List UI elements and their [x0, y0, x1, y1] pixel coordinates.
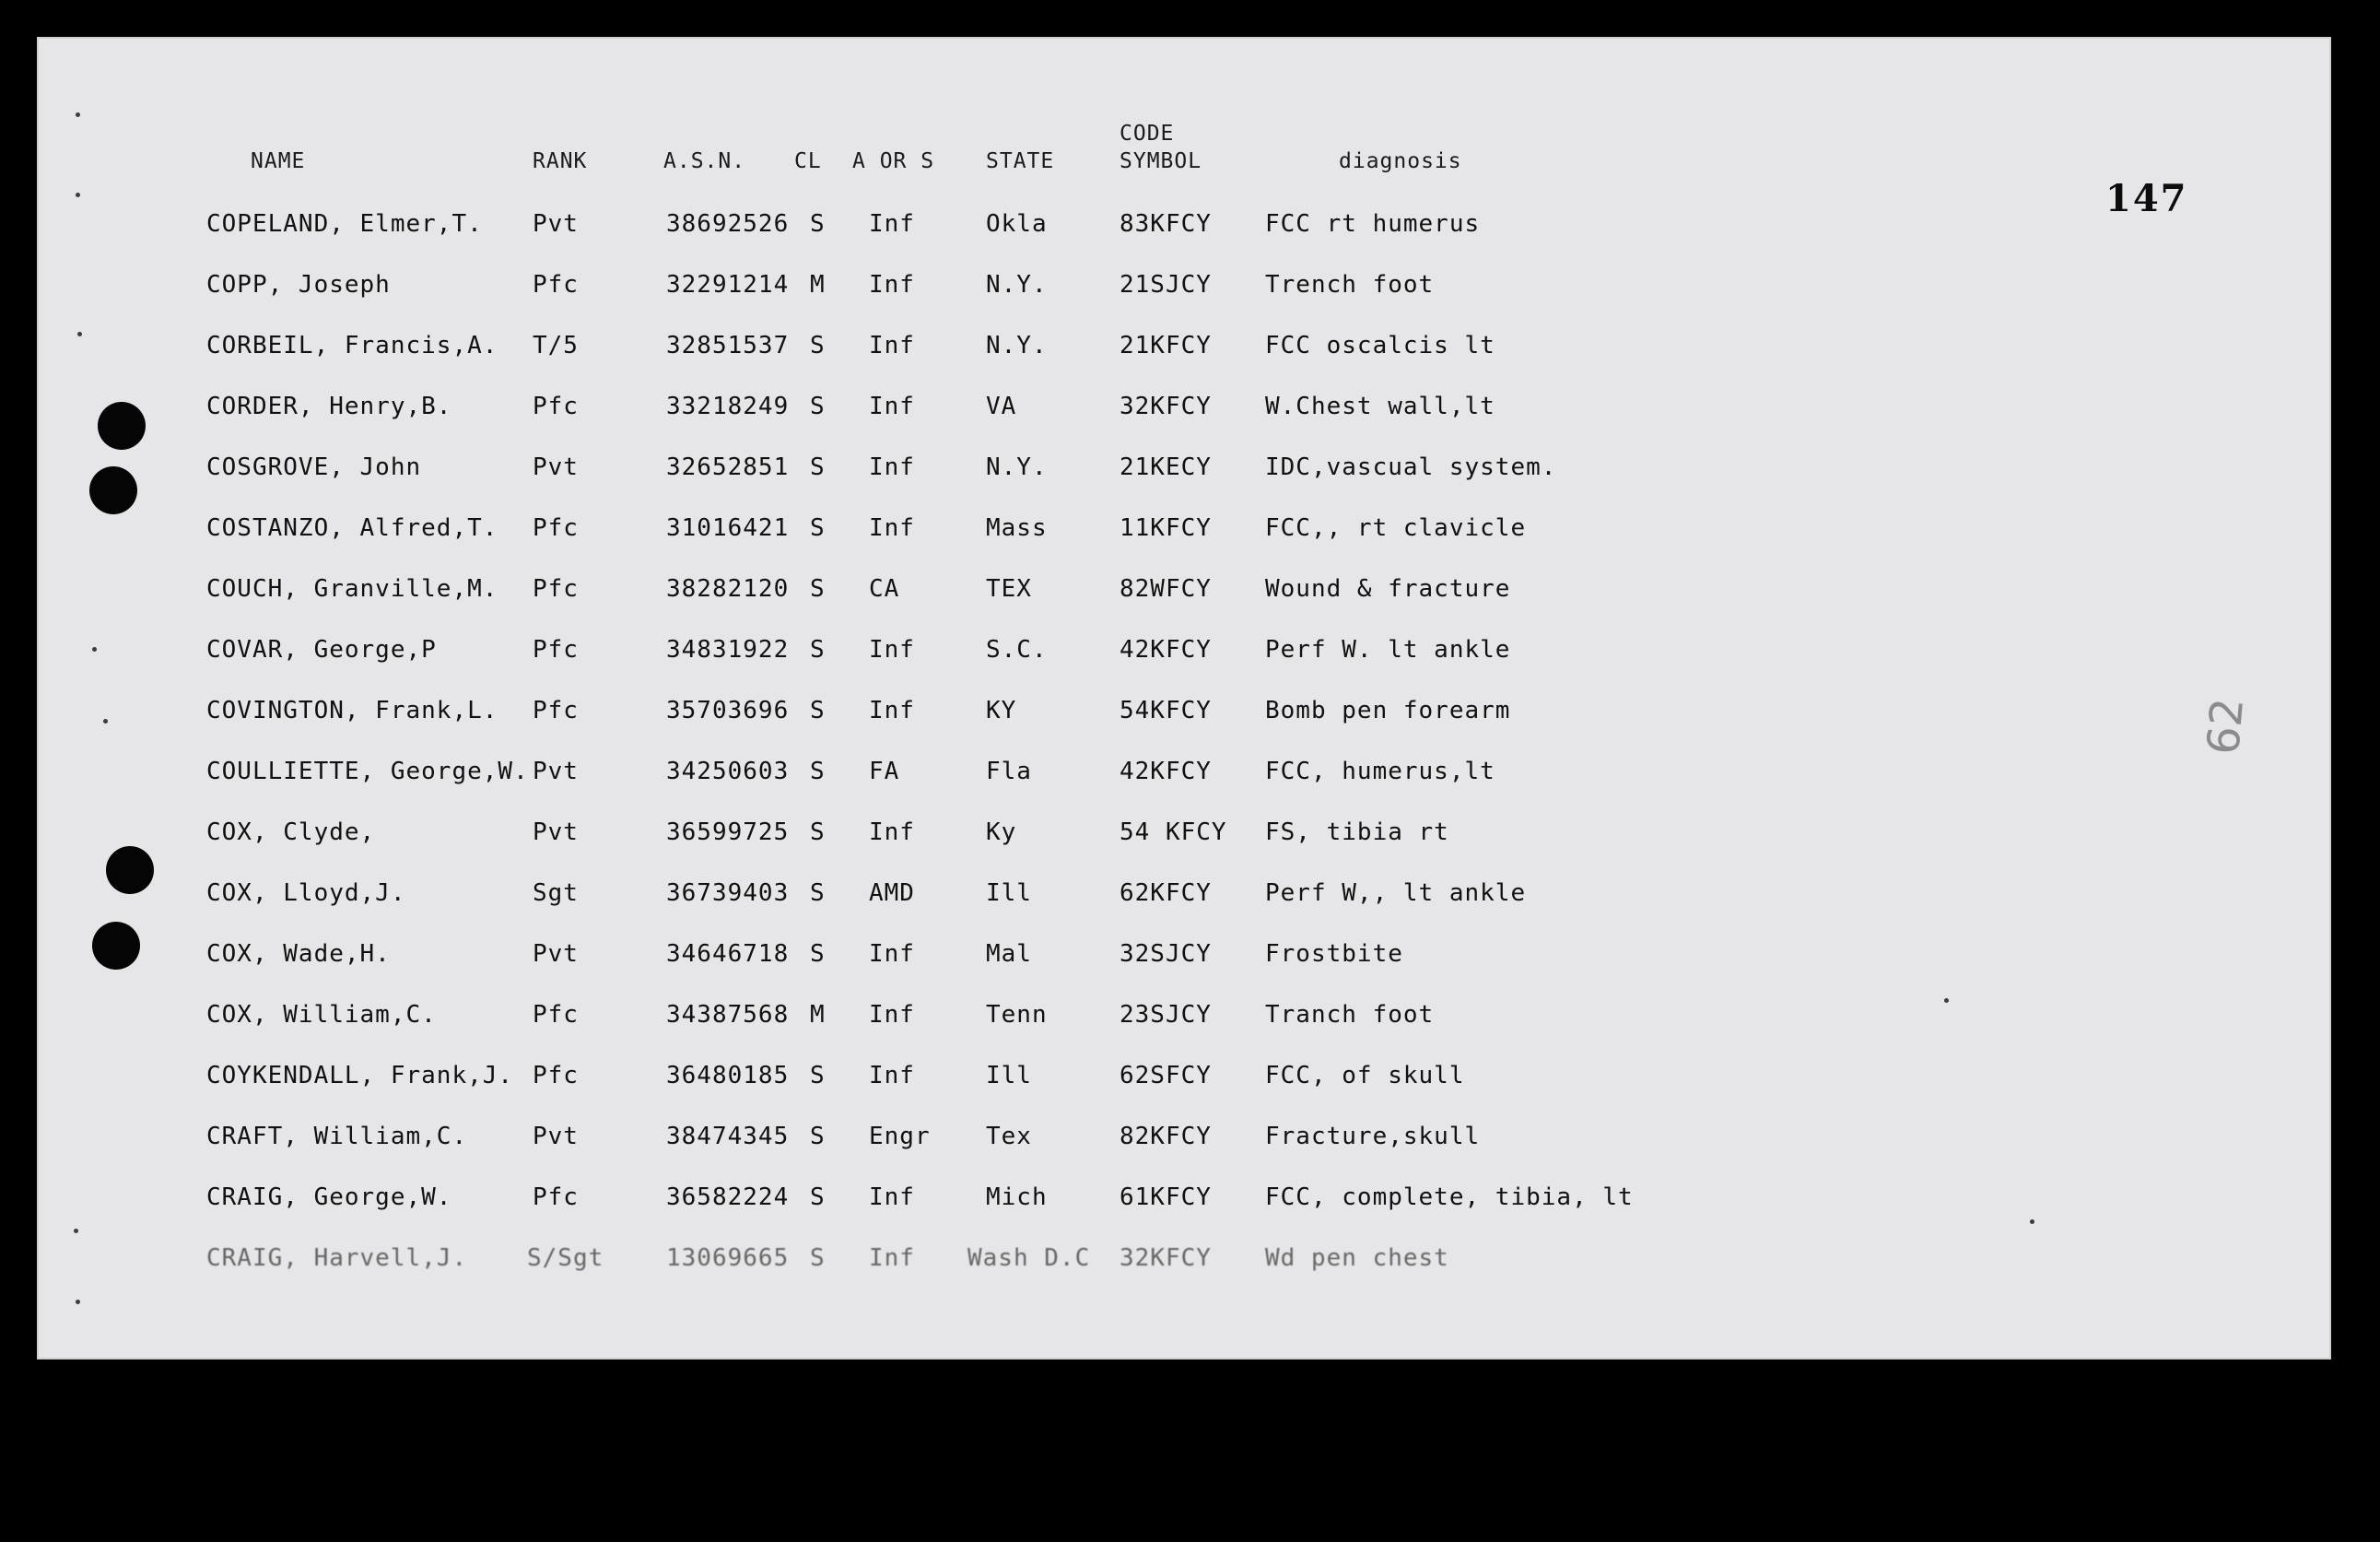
asn-cell: 32291214	[666, 271, 790, 299]
arm-service-cell: Inf	[869, 1001, 915, 1029]
table-row	[37, 1001, 2331, 1038]
table-row	[37, 818, 2331, 855]
diagnosis-cell: FCC, humerus,lt	[1265, 758, 1495, 785]
diagnosis-cell: W.Chest wall,lt	[1265, 393, 1495, 420]
table-row	[37, 697, 2331, 734]
class-cell: S	[810, 393, 826, 420]
speck	[1944, 998, 1949, 1003]
name-cell: CRAIG, George,W.	[206, 1183, 452, 1211]
asn-cell: 36480185	[666, 1062, 790, 1089]
table-row	[37, 575, 2331, 612]
table-row	[37, 1183, 2331, 1220]
speck	[74, 1229, 78, 1233]
code-cell: 82WFCY	[1120, 575, 1212, 603]
speck	[77, 332, 82, 336]
arm-service-cell: Inf	[869, 271, 915, 299]
arm-service-cell: AMD	[869, 879, 915, 907]
page-number: 147	[2105, 177, 2188, 220]
diagnosis-cell: FCC, complete, tibia, lt	[1265, 1183, 1634, 1211]
name-cell: COX, Lloyd,J.	[206, 879, 406, 907]
asn-cell: 31016421	[666, 514, 790, 542]
state-cell: Ill	[986, 879, 1032, 907]
table-row	[37, 879, 2331, 916]
asn-cell: 32851537	[666, 332, 790, 359]
diagnosis-cell: Tranch foot	[1265, 1001, 1435, 1029]
code-cell: 32SJCY	[1120, 940, 1212, 968]
rank-cell: Pfc	[533, 636, 579, 664]
margin-note: 62	[2197, 696, 2255, 757]
state-cell: KY	[986, 697, 1017, 724]
class-cell: S	[810, 758, 826, 785]
name-cell: COX, William,C.	[206, 1001, 437, 1029]
code-cell: 11KFCY	[1120, 514, 1212, 542]
asn-cell: 32652851	[666, 453, 790, 481]
state-cell: S.C.	[986, 636, 1048, 664]
state-cell: N.Y.	[986, 271, 1048, 299]
asn-cell: 13069665	[666, 1244, 790, 1272]
class-cell: S	[810, 940, 826, 968]
class-cell: S	[810, 697, 826, 724]
code-cell: 61KFCY	[1120, 1183, 1212, 1211]
rank-cell: Pvt	[533, 453, 579, 481]
diagnosis-cell: Wd pen chest	[1265, 1244, 1449, 1272]
arm-service-cell: Inf	[869, 453, 915, 481]
name-cell: CRAFT, William,C.	[206, 1123, 468, 1150]
state-cell: Mass	[986, 514, 1048, 542]
class-cell: S	[810, 636, 826, 664]
table-row	[37, 271, 2331, 308]
name-cell: COYKENDALL, Frank,J.	[206, 1062, 514, 1089]
diagnosis-cell: Trench foot	[1265, 271, 1435, 299]
name-cell: COULLIETTE, George,W.	[206, 758, 529, 785]
state-cell: N.Y.	[986, 332, 1048, 359]
code-cell: 23SJCY	[1120, 1001, 1212, 1029]
state-cell: Mal	[986, 940, 1032, 968]
header-symbol: SYMBOL	[1120, 149, 1202, 173]
name-cell: COX, Clyde,	[206, 818, 376, 846]
asn-cell: 36599725	[666, 818, 790, 846]
header-state: STATE	[986, 149, 1055, 173]
arm-service-cell: Inf	[869, 332, 915, 359]
arm-service-cell: Inf	[869, 393, 915, 420]
punch-hole-2	[89, 466, 137, 514]
arm-service-cell: Inf	[869, 636, 915, 664]
name-cell: CORBEIL, Francis,A.	[206, 332, 498, 359]
table-row	[37, 1244, 2331, 1281]
diagnosis-cell: FCC oscalcis lt	[1265, 332, 1495, 359]
code-cell: 83KFCY	[1120, 210, 1212, 238]
punch-hole-3	[106, 846, 154, 894]
name-cell: COUCH, Granville,M.	[206, 575, 498, 603]
table-row	[37, 1123, 2331, 1159]
header-asn: A.S.N.	[663, 149, 746, 173]
speck	[76, 193, 80, 197]
table-row	[37, 636, 2331, 673]
punch-hole-4	[92, 922, 140, 970]
code-cell: 62KFCY	[1120, 879, 1212, 907]
rank-cell: Pvt	[533, 1123, 579, 1150]
punch-hole-1	[98, 402, 146, 450]
class-cell: S	[810, 575, 826, 603]
table-row	[37, 393, 2331, 430]
table-row	[37, 453, 2331, 490]
code-cell: 62SFCY	[1120, 1062, 1212, 1089]
speck	[2030, 1219, 2034, 1224]
asn-cell: 38282120	[666, 575, 790, 603]
name-cell: COSGROVE, John	[206, 453, 422, 481]
rank-cell: Pfc	[533, 393, 579, 420]
name-cell: CRAIG, Harvell,J.	[206, 1244, 468, 1272]
arm-service-cell: Inf	[869, 1244, 915, 1272]
state-cell: Tenn	[986, 1001, 1048, 1029]
name-cell: COPELAND, Elmer,T.	[206, 210, 483, 238]
diagnosis-cell: Fracture,skull	[1265, 1123, 1481, 1150]
record-card	[37, 37, 2331, 1360]
name-cell: COX, Wade,H.	[206, 940, 391, 968]
name-cell: COSTANZO, Alfred,T.	[206, 514, 498, 542]
arm-service-cell: Engr	[869, 1123, 931, 1150]
arm-service-cell: Inf	[869, 1183, 915, 1211]
state-cell: Fla	[986, 758, 1032, 785]
rank-cell: Pfc	[533, 1183, 579, 1211]
state-cell: Tex	[986, 1123, 1032, 1150]
asn-cell: 34831922	[666, 636, 790, 664]
code-cell: 54 KFCY	[1120, 818, 1227, 846]
state-cell: Ky	[986, 818, 1017, 846]
code-cell: 42KFCY	[1120, 636, 1212, 664]
rank-cell: S/Sgt	[527, 1244, 604, 1272]
diagnosis-cell: FCC rt humerus	[1265, 210, 1481, 238]
arm-service-cell: FA	[869, 758, 900, 785]
class-cell: M	[810, 1001, 826, 1029]
rank-cell: Sgt	[533, 879, 579, 907]
class-cell: S	[810, 1123, 826, 1150]
asn-cell: 38692526	[666, 210, 790, 238]
speck	[76, 112, 80, 117]
class-cell: S	[810, 1183, 826, 1211]
speck	[76, 1300, 80, 1304]
rank-cell: Pfc	[533, 1062, 579, 1089]
header-a-or-s: A OR S	[852, 149, 935, 173]
code-cell: 82KFCY	[1120, 1123, 1212, 1150]
rank-cell: Pvt	[533, 818, 579, 846]
diagnosis-cell: FCC, of skull	[1265, 1062, 1465, 1089]
asn-cell: 34646718	[666, 940, 790, 968]
code-cell: 32KFCY	[1120, 393, 1212, 420]
class-cell: S	[810, 879, 826, 907]
state-cell: N.Y.	[986, 453, 1048, 481]
class-cell: S	[810, 514, 826, 542]
class-cell: S	[810, 1062, 826, 1089]
arm-service-cell: CA	[869, 575, 900, 603]
state-cell: VA	[986, 393, 1017, 420]
diagnosis-cell: IDC,vascual system.	[1265, 453, 1557, 481]
arm-service-cell: Inf	[869, 697, 915, 724]
rank-cell: Pvt	[533, 940, 579, 968]
header-code: CODE	[1120, 122, 1175, 146]
diagnosis-cell: Perf W,, lt ankle	[1265, 879, 1527, 907]
header-cl: CL	[794, 149, 822, 173]
arm-service-cell: Inf	[869, 1062, 915, 1089]
header-name: NAME	[251, 149, 306, 173]
class-cell: S	[810, 1244, 826, 1272]
code-cell: 54KFCY	[1120, 697, 1212, 724]
rank-cell: Pfc	[533, 697, 579, 724]
diagnosis-cell: Wound & fracture	[1265, 575, 1511, 603]
rank-cell: Pvt	[533, 758, 579, 785]
rank-cell: Pfc	[533, 1001, 579, 1029]
asn-cell: 36739403	[666, 879, 790, 907]
state-cell: TEX	[986, 575, 1032, 603]
class-cell: S	[810, 453, 826, 481]
state-cell: Wash D.C	[967, 1244, 1091, 1272]
table-row	[37, 940, 2331, 977]
arm-service-cell: Inf	[869, 818, 915, 846]
table-row	[37, 1062, 2331, 1099]
name-cell: COVAR, George,P	[206, 636, 437, 664]
code-cell: 21KECY	[1120, 453, 1212, 481]
code-cell: 21KFCY	[1120, 332, 1212, 359]
header-diagnosis: diagnosis	[1339, 149, 1462, 173]
code-cell: 42KFCY	[1120, 758, 1212, 785]
table-row	[37, 758, 2331, 795]
table-row	[37, 514, 2331, 551]
name-cell: COVINGTON, Frank,L.	[206, 697, 498, 724]
asn-cell: 35703696	[666, 697, 790, 724]
state-cell: Ill	[986, 1062, 1032, 1089]
diagnosis-cell: Frostbite	[1265, 940, 1403, 968]
diagnosis-cell: Bomb pen forearm	[1265, 697, 1511, 724]
rank-cell: Pfc	[533, 575, 579, 603]
diagnosis-cell: FCC,, rt clavicle	[1265, 514, 1527, 542]
speck	[92, 647, 97, 652]
table-row	[37, 210, 2331, 247]
rank-cell: Pfc	[533, 271, 579, 299]
rank-cell: Pvt	[533, 210, 579, 238]
name-cell: COPP, Joseph	[206, 271, 391, 299]
class-cell: S	[810, 332, 826, 359]
diagnosis-cell: Perf W. lt ankle	[1265, 636, 1511, 664]
header-rank: RANK	[533, 149, 588, 173]
code-cell: 21SJCY	[1120, 271, 1212, 299]
rank-cell: T/5	[533, 332, 579, 359]
speck	[103, 719, 108, 724]
diagnosis-cell: FS, tibia rt	[1265, 818, 1449, 846]
arm-service-cell: Inf	[869, 210, 915, 238]
class-cell: S	[810, 210, 826, 238]
table-row	[37, 332, 2331, 369]
rank-cell: Pfc	[533, 514, 579, 542]
asn-cell: 34387568	[666, 1001, 790, 1029]
asn-cell: 36582224	[666, 1183, 790, 1211]
class-cell: M	[810, 271, 826, 299]
name-cell: CORDER, Henry,B.	[206, 393, 452, 420]
class-cell: S	[810, 818, 826, 846]
arm-service-cell: Inf	[869, 514, 915, 542]
arm-service-cell: Inf	[869, 940, 915, 968]
asn-cell: 33218249	[666, 393, 790, 420]
asn-cell: 38474345	[666, 1123, 790, 1150]
asn-cell: 34250603	[666, 758, 790, 785]
state-cell: Okla	[986, 210, 1048, 238]
state-cell: Mich	[986, 1183, 1048, 1211]
code-cell: 32KFCY	[1120, 1244, 1212, 1272]
